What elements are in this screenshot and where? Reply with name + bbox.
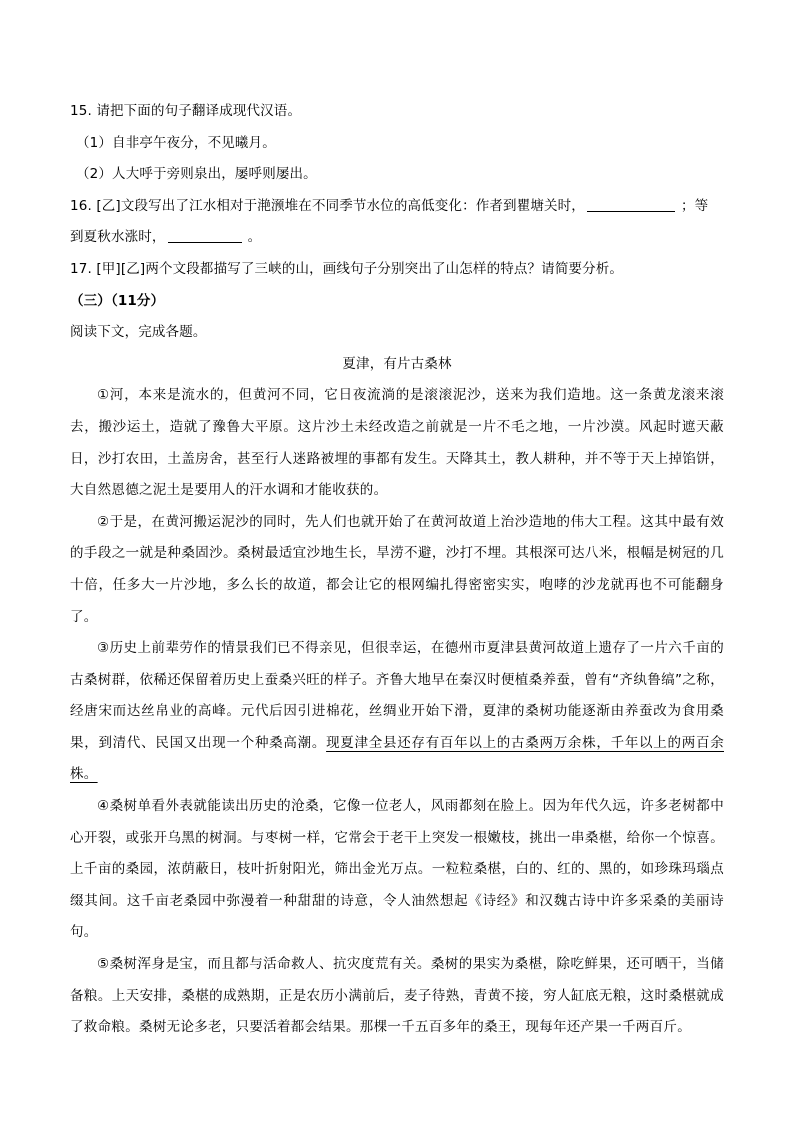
question-16-line-2 (70, 222, 724, 254)
paragraph-2: ②于是，在黄河搬运泥沙的同时，先人们也就开始了在黄河故道上治沙造地的伟大工程。这其中最有效的手段之一就是种桑固沙。桑树最适宜沙地生长，旱涝不避，沙打不埋。其根深可达八米，根幅是树冠的几十倍，任多大一片沙地，多么长的故道，都会让它的根网编扎得密密实实，咆哮的沙龙就再也不可能翻身了。 (70, 513, 724, 625)
paragraph-3 (70, 633, 724, 791)
question-15-item-1: （1）自非亭午夜分，不见曦月。 (76, 134, 276, 151)
question-15-item-2: （2）人大呼于旁则泉出，屡呼则屡出。 (76, 166, 317, 183)
paragraph-1: ①河，本来是流水的，但黄河不同，它日夜流淌的是滚滚泥沙，送来为我们造地。这一条黄龙滚来滚去，搬沙运土，造就了豫鲁大平原。这片沙土未经改造之前就是一片不毛之地，一片沙漠。风起时遮天蔽日，沙打农田，土盖房舍，甚至行人迷路被埋的事都有发生。天降其土，教人耕种，并不等于天上掉馅饼，大自然恩德之泥土是要用人的汗水调和才能收获的。 (70, 387, 724, 499)
question-16-text-1: 16. [乙]文段写出了江水相对于滟滪堆在不同季节水位的高低变化：作者到瞿塘关时， (70, 197, 585, 214)
question-16-line-1 (70, 191, 724, 223)
exam-page (70, 96, 724, 1044)
paragraph-5: ⑤桑树浑身是宝，而且都与活命救人、抗灾度荒有关。桑树的果实为桑椹，除吃鲜果，还可晒干，当储备粮。上天安排，桑椹的成熟期，正是农历小满前后，麦子待熟，青黄不接，穷人缸底无粮，这时桑椹就成了救命粮。桑树无论多老，只要活着都会结果。那棵一千五百多年的桑王，现每年还产果一千两百斤。 (70, 956, 724, 1036)
answer-blank-2[interactable] (168, 226, 242, 243)
article-title: 夏津，有片古桑林 (342, 355, 452, 372)
question-16-text-4: 。 (247, 229, 262, 246)
paragraph-4: ④桑树单看外表就能读出历史的沧桑，它像一位老人，风雨都刻在脸上。因为年代久远，许多老树都中心开裂，或张开乌黑的树洞。与枣树一样，它常会于老干上突发一根嫩枝，挑出一串桑椹，给你一个惊喜。上千亩的桑园，浓荫蔽日，枝叶折射阳光，筛出金光万点。一粒粒桑椹，白的、红的、黑的，如珍珠玛瑙点缀其间。这千亩老桑园中弥漫着一种甜甜的诗意，令人油然想起《诗经》和汉魏古诗中许多采桑的美丽诗句。 (70, 798, 724, 941)
question-15-stem: 15. 请把下面的句子翻译成现代汉语。 (70, 103, 302, 119)
section-heading: （三）（11分） (70, 292, 165, 309)
question-16-text-2: ；等 (680, 197, 709, 214)
paragraph-3-text: ③历史上前辈劳作的情景我们已不得亲见，但很幸运，在德州市夏津县黄河故道上遗存了一片六千亩的古桑树群，依稀还保留着历史上蚕桑兴旺的样子。齐鲁大地早在秦汉时便植桑养蚕，曾有“齐纨鲁缟”之称，经唐宋而达丝帛业的高峰。元代后因引进棉花，丝绸业开始下滑，夏津的桑树功能逐渐由养蚕改为食用桑果，到清代、民国又出现一个种桑高潮。 (70, 640, 724, 751)
underlined-sentence: 现夏津全县还存有百年以上的古桑两万余株，千年以上的两百余株。 (70, 734, 724, 783)
question-17: 17. [甲][乙]两个文段都描写了三峡的山，画线句子分别突出了山怎样的特点？请简要分析。 (70, 260, 624, 277)
answer-blank-1[interactable] (587, 195, 675, 212)
question-16-text-3: 到夏秋水涨时， (70, 229, 166, 246)
reading-instruction: 阅读下文，完成各题。 (70, 324, 207, 341)
